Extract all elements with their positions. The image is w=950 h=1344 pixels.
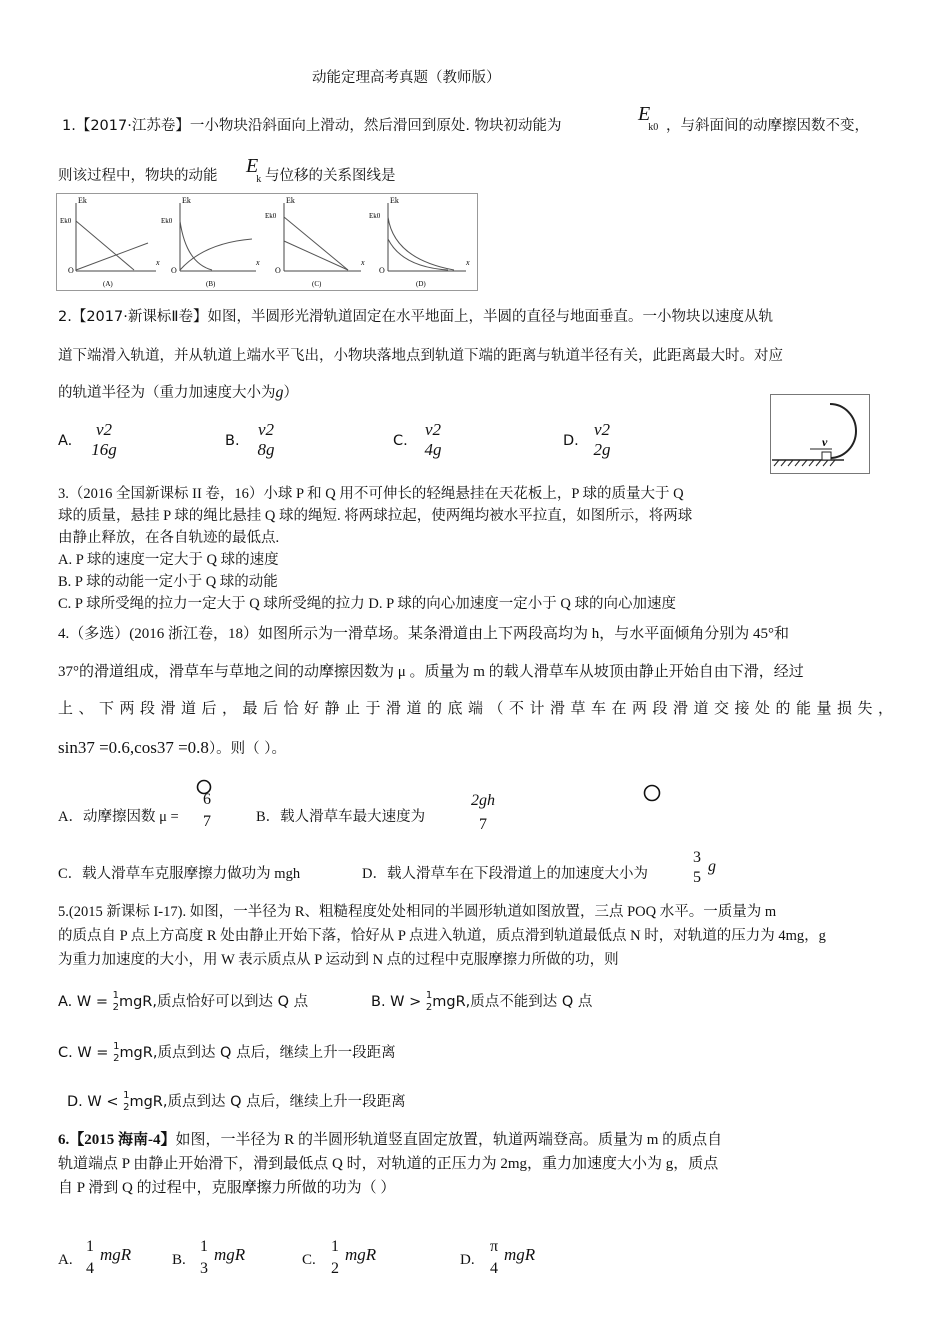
svg-text:x: x xyxy=(156,258,160,267)
svg-text:Ek0: Ek0 xyxy=(265,212,277,220)
svg-text:Ek: Ek xyxy=(390,196,399,205)
q2-option-c-fraction: v2 4g xyxy=(424,420,442,459)
q3-option-b: B. P 球的动能一定小于 Q 球的动能 xyxy=(58,574,278,590)
q6-line3: 自 P 滑到 Q 的过程中，克服摩擦力所做的功为（ ） xyxy=(58,1180,396,1196)
q6-option-b-fraction: 1 3 xyxy=(200,1238,208,1277)
svg-text:(C): (C) xyxy=(312,280,322,288)
q6-option-b-expr: mgR xyxy=(214,1245,246,1264)
q2-option-c-label: C. xyxy=(393,433,408,449)
q1-ek0-symbol: $E_{k0}$ xyxy=(638,103,659,133)
q6-option-c-expr: mgR xyxy=(345,1245,377,1264)
svg-text:Ek: Ek xyxy=(286,196,295,205)
q4-option-b-fraction: 2gh 7 xyxy=(471,792,495,833)
svg-text:(B): (B) xyxy=(206,280,216,288)
svg-text:v: v xyxy=(822,435,828,449)
svg-text:Ek: Ek xyxy=(182,196,191,205)
q6-option-d-label: D. xyxy=(460,1252,475,1268)
q1-ek-symbol: $E_k$ xyxy=(246,155,262,185)
svg-text:Ek0: Ek0 xyxy=(161,217,173,225)
q2-option-a-label: A. xyxy=(58,433,73,449)
q4-line1: 4.（多选）(2016 浙江卷，18）如图所示为一滑草场。某条滑道由上下两段高均为 h，与水平面倾角分别为 45°和 xyxy=(58,626,789,642)
q4-line4: sin37 =0.6,cos37 =0.8）。则（ ）。 xyxy=(58,738,287,757)
svg-text:Ek0: Ek0 xyxy=(369,212,381,220)
q3-option-a: A. P 球的速度一定大于 Q 球的速度 xyxy=(58,552,279,568)
q4-option-d-fraction: 3 5 xyxy=(693,849,701,886)
q5-line: 5.(2015 新课标 I-17). 如图，一半径为 R、粗糙程度处处相同的半圆形轨道如图放置，三点 POQ 水平。一质量为 m xyxy=(58,904,777,920)
q2-track-figure xyxy=(770,394,870,474)
q6-option-c-label: C. xyxy=(302,1252,316,1268)
q4-line2: 37°的滑道组成，滑草车与草地之间的动摩擦因数为 μ 。质量为 m 的载人滑草车从坡顶由静止开始自由下滑，经过 xyxy=(58,664,804,680)
svg-text:O: O xyxy=(68,266,74,275)
q5-option-a: A. W = 1 2mgR,质点恰好可以到达 Q 点 xyxy=(58,990,309,1013)
q1-line1-end: ，与斜面间的动摩擦因数不变， xyxy=(666,118,869,134)
svg-text:(A): (A) xyxy=(103,280,113,288)
q3-block xyxy=(58,483,692,615)
q3-line: 由静止释放，在各自轨迹的最低点. xyxy=(58,530,280,546)
q6-option-b-label: B. xyxy=(172,1252,186,1268)
q6-line2: 轨道端点 P 由静止开始滑下，滑到最低点 Q 时，对轨道的正压力为 2mg，重力加速度大小为 g，质点 xyxy=(58,1156,719,1172)
q2-option-b-fraction: v2 8g xyxy=(257,420,275,459)
svg-text:O: O xyxy=(379,266,385,275)
q6-option-d-expr: mgR xyxy=(504,1245,536,1264)
q6-option-c-fraction: 1 2 xyxy=(331,1238,339,1277)
q4-option-d-g: g xyxy=(708,858,716,875)
q6-line1: 6.【2015 海南-4】如图，一半径为 R 的半圆形轨道竖直固定放置，轨道两端登高。质量为 m 的质点自 xyxy=(58,1132,723,1148)
q1-line1: 1.【2017·江苏卷】一小物块沿斜面向上滑动，然后滑回到原处. 物块初动能为 xyxy=(62,118,562,134)
q4-option-a-fraction: 6 7 xyxy=(203,791,211,830)
q5-option-b: B. W > 1 2mgR,质点不能到达 Q 点 xyxy=(371,990,593,1013)
q5-option-d: D. W < 1 2mgR,质点到达 Q 点后，继续上升一段距离 xyxy=(67,1090,406,1113)
q1-line2: 则该过程中，物块的动能 xyxy=(58,168,218,184)
svg-text:O: O xyxy=(275,266,281,275)
q4-option-b: B．载人滑草车最大速度为 xyxy=(256,809,426,825)
q2-option-a-fraction: v2 16g xyxy=(91,420,117,459)
svg-text:x: x xyxy=(361,258,365,267)
q3-line: 球的质量，悬挂 P 球的绳比悬挂 Q 球的绳短. 将两球拉起，使两绳均被水平拉直，如图所示，将两球 xyxy=(58,508,693,524)
q5-block xyxy=(58,900,826,972)
q3-line: 3.（2016 全国新课标 II 卷，16）小球 P 和 Q 用不可伸长的轻绳悬挂在天花板上，P 球的质量大于 Q xyxy=(58,486,684,502)
q4-option-a: A．动摩擦因数 μ = xyxy=(58,809,179,825)
svg-text:Ek: Ek xyxy=(78,196,87,205)
svg-text:Ek0: Ek0 xyxy=(60,217,72,225)
q4-line3: 上、下两段滑道后，最后恰好静止于滑道的底端（不计滑草车在两段滑道交接处的能量损失， xyxy=(58,701,899,717)
q5-option-c: C. W = 1 2mgR,质点到达 Q 点后，继续上升一段距离 xyxy=(58,1041,396,1064)
svg-text:O: O xyxy=(171,266,177,275)
q2-line1: 2.【2017·新课标Ⅱ卷】如图，半圆形光滑轨道固定在水平地面上，半圆的直径与地面垂直。一小物块以速度从轨 xyxy=(58,309,773,325)
q4-circle-mark-b xyxy=(642,783,662,803)
svg-text:x: x xyxy=(256,258,260,267)
q2-line2: 道下端滑入轨道，并从轨道上端水平飞出，小物块落地点到轨道下端的距离与轨道半径有关，此距离最大时。对应 xyxy=(58,348,783,364)
q5-line: 为重力加速度的大小，用 W 表示质点从 P 运动到 N 点的过程中克服摩擦力所做的功，则 xyxy=(58,952,619,968)
q6-option-a-fraction: 1 4 xyxy=(86,1238,94,1277)
svg-text:(D): (D) xyxy=(416,280,426,288)
q1-line2-end: 与位移的关系图线是 xyxy=(265,168,396,184)
q4-option-c: C．载人滑草车克服摩擦力做功为 mgh xyxy=(58,866,301,882)
q6-option-d-fraction: π 4 xyxy=(489,1238,499,1277)
q1-graphs-figure xyxy=(56,193,478,291)
page-title: 动能定理高考真题（教师版） xyxy=(312,70,501,86)
q5-line: 的质点自 P 点上方高度 R 处由静止开始下落，恰好从 P 点进入轨道，质点滑到轨道最低点 N 时，对轨道的压力为 4mg，g xyxy=(58,928,826,944)
q2-option-d-fraction: v2 2g xyxy=(593,420,611,459)
q6-option-a-expr: mgR xyxy=(100,1245,132,1264)
svg-text:x: x xyxy=(466,258,470,267)
q2-option-d-label: D. xyxy=(563,433,579,449)
q2-line3: 的轨道半径为（重力加速度大小为g） xyxy=(58,384,298,401)
q6-option-a-label: A. xyxy=(58,1252,73,1268)
q2-option-b-label: B. xyxy=(225,433,240,449)
q3-option-cd: C. P 球所受绳的拉力一定大于 Q 球所受绳的拉力 D. P 球的向心加速度一定小于 Q 球的向心加速度 xyxy=(58,596,677,612)
q4-option-d: D．载人滑草车在下段滑道上的加速度大小为 xyxy=(362,866,648,882)
